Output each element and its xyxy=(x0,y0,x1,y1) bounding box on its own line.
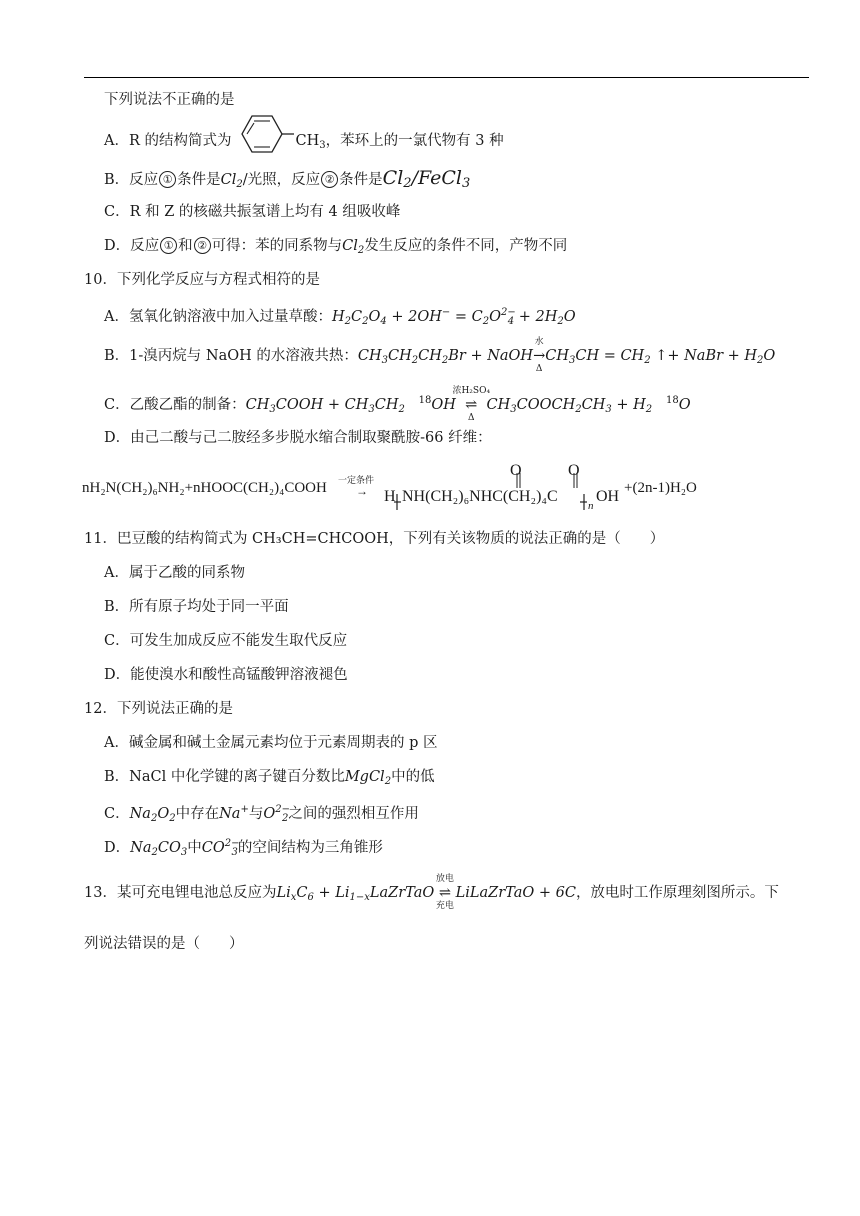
q10-option-c: C．乙酸乙酯的制备：$CH_3COOH + CH_3CH_2$ $^{18}$OH 浓H₂SO₄ ⇌ Δ $CH_3COOCH_2CH_3 + H_2$ $^{18}$O xyxy=(104,386,691,423)
q9-option-a: A．R 的结构简式为 $CH_3$，苯环上的一氯代物有 3 种 xyxy=(104,127,504,156)
q10-stem: 10．下列化学反应与方程式相符的是 xyxy=(84,272,320,288)
q12-option-b: B．NaCl 中化学键的离子键百分数比MgCl$_2$中的低 xyxy=(104,769,435,787)
q10-option-a: A．氢氧化钠溶液中加入过量草酸：$H_2C_2O_4 + 2OH^- = C_2O^{2-}_4 + 2H_2O$ xyxy=(104,307,576,327)
q9-stem: 下列说法不正确的是 xyxy=(104,92,235,108)
q10-b-equation: $CH_3CH_2CH_2Br$ + NaOH 水 → Δ $CH_3CH = CH_2$ ↑+ NaBr + $H_2O$ xyxy=(357,337,776,374)
q12-option-c: C．$Na_2O_2$中存在Na+与$O^{2-}_2$之间的强烈相互作用 xyxy=(104,804,419,824)
q10-d-left: nH₂N(CH₂)₆NH₂+nHOOC(CH₂)₄COOH xyxy=(82,480,327,496)
q11-option-d: D．能使溴水和酸性高锰酸钾溶液褪色 xyxy=(104,667,348,683)
q10-option-b: B．1-溴丙烷与 NaOH 的水溶液共热：$CH_3CH_2CH_2Br$ + NaOH 水 → Δ $CH_3CH = CH_2$ ↑+ NaBr + $H_2O$ xyxy=(104,337,776,374)
q13-stem-line2: 列说法错误的是（ ） xyxy=(84,936,244,952)
q9-option-b: B．反应 ① 条件是$Cl_2/$光照，反应 ② 条件是Cl2/FeCl3 xyxy=(104,167,471,191)
q11-option-a: A．属于乙酸的同系物 xyxy=(104,565,245,581)
q13-equation: $Li_xC_6$ + $Li_{1-x}LaZrTaO$ 放电 ⇌ 充电 LiLaZrTaO + 6C xyxy=(276,874,576,911)
q10-c-equation: $CH_3COOH + CH_3CH_2$ $^{18}$OH 浓H₂SO₄ ⇌ Δ $CH_3COOCH_2CH_3 + H_2$ $^{18}$O xyxy=(245,386,691,423)
q11-stem: 11．巴豆酸的结构简式为 CH₃CH=CHCOOH，下列有关该物质的说法正确的是（ ） xyxy=(84,531,665,547)
q10-d-right: +(2n-1)H₂O xyxy=(624,480,697,496)
degree-n: n xyxy=(588,500,594,512)
carbonyl-o-2: O xyxy=(568,462,580,479)
q10-d-arrow: → xyxy=(356,484,368,498)
q12-option-d: D．$Na_2CO_3$中$CO^{2-}_3$的空间结构为三角锥形 xyxy=(104,838,383,858)
polyamide-repeat-unit: NH(CH₂)₆NHC(CH₂)₄C xyxy=(402,488,558,505)
q11-option-c: C．可发生加成反应不能发生取代反应 xyxy=(104,633,348,649)
header-rule xyxy=(84,77,809,78)
ch3-label: $CH_3$ xyxy=(295,133,326,151)
q9-option-c: C．R 和 Z 的核磁共振氢谱上均有 4 组吸收峰 xyxy=(104,204,401,220)
carbonyl-o-1: O xyxy=(510,462,522,479)
q10-d-condition: 一定条件 xyxy=(338,475,375,485)
terminal-oh: OH xyxy=(596,488,620,505)
q12-option-a: A．碱金属和碱土金属元素均位于元素周期表的 p 区 xyxy=(104,735,438,751)
q10-option-d: D．由己二酸与己二胺经多步脱水缩合制取聚酰胺-66 纤维： xyxy=(104,430,492,446)
q9-option-d: D．反应 ① 和 ② 可得：苯的同系物与$Cl_2$发生反应的条件不同，产物不同 xyxy=(104,238,568,256)
q11-option-b: B．所有原子均处于同一平面 xyxy=(104,599,289,615)
polyamide-structure: H xyxy=(384,488,396,505)
q13-stem: 13．某可充电锂电池总反应为$Li_xC_6$ + $Li_{1-x}LaZrTaO$ 放电 ⇌ 充电 LiLaZrTaO + 6C，放电时工作原理刻图所示。下 xyxy=(84,874,779,911)
q10-a-equation: $H_2C_2O_4 + 2OH^- = C_2O^{2-}_4 + 2H_2O$ xyxy=(331,307,576,327)
q12-stem: 12．下列说法正确的是 xyxy=(84,701,233,717)
